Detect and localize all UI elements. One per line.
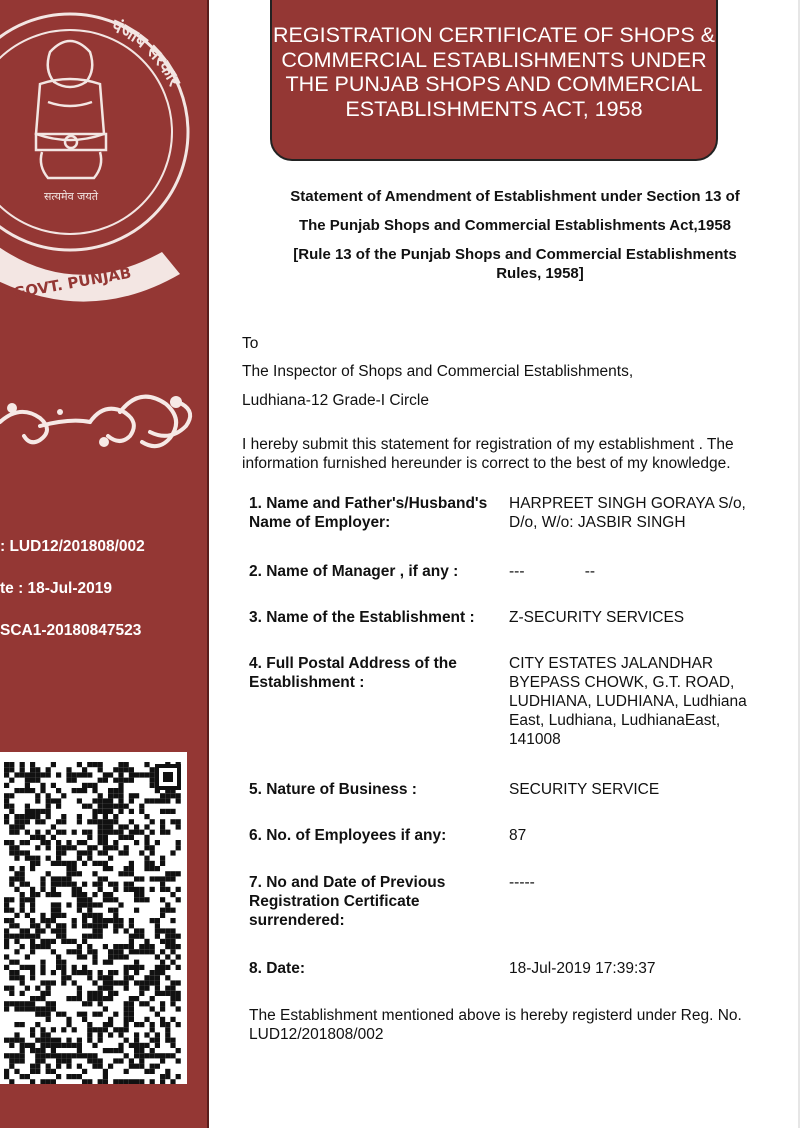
footer-line-2: LUD12/201808/002 [249, 1026, 384, 1043]
footer-line-1: The Establishment mentioned above is hereby registerd under Reg. No. [249, 1007, 742, 1024]
field-label-address: 4. Full Postal Address of the Establishment : [249, 655, 457, 691]
intro-line-2: information furnished hereunder is correct to the best of my knowledge. [242, 455, 731, 472]
field-label-manager: 2. Name of Manager , if any : [249, 563, 459, 580]
field-value-employer: HARPREET SINGH GORAYA S/o, D/o, W/o: JASBIR SINGH [509, 495, 746, 531]
sidebar-ref-no: SCA1-20180847523 [0, 622, 142, 639]
field-value-employees: 87 [509, 827, 527, 844]
emblem-ring-text: पंजाब सरकार [108, 15, 185, 90]
subheading-line-4: Rules, 1958] [496, 265, 584, 282]
field-value-establishment: Z-SECURITY SERVICES [509, 609, 685, 626]
subheading-line-1: Statement of Amendment of Establishment under Section 13 of [290, 188, 740, 205]
field-label-previous-cert: 7. No and Date of Previous Registration Certificate surrendered: [249, 874, 446, 929]
field-label-date: 8. Date: [249, 960, 305, 977]
subheading-line-3: [Rule 13 of the Punjab Shops and Commercial Establishments [293, 246, 737, 263]
sidebar-reg-no: : LUD12/201808/002 [0, 538, 145, 555]
flourish-ornament-icon [0, 382, 200, 462]
qr-code-graphic [0, 752, 187, 1084]
left-sidebar [0, 0, 207, 1128]
emblem-ribbon-text: GOVT. PUNJAB [11, 263, 133, 303]
intro-line-1: I hereby submit this statement for registration of my establishment . The [242, 436, 734, 453]
sidebar-divider [207, 0, 209, 1128]
state-emblem-icon [0, 0, 207, 322]
title-line-1: REGISTRATION CERTIFICATE OF SHOPS & [273, 23, 715, 47]
field-label-business: 5. Nature of Business : [249, 781, 417, 798]
title-line-3: THE PUNJAB SHOPS AND COMMERCIAL [285, 72, 703, 96]
field-label-establishment: 3. Name of the Establishment : [249, 609, 475, 626]
sidebar-date: te : 18-Jul-2019 [0, 580, 112, 597]
emblem-motto: सत्यमेव जयते [43, 190, 99, 203]
address-to: To [242, 335, 259, 352]
address-circle: Ludhiana-12 Grade-I Circle [242, 392, 429, 409]
field-value-date: 18-Jul-2019 17:39:37 [509, 960, 656, 977]
field-label-employees: 6. No. of Employees if any: [249, 827, 447, 844]
title-line-2: COMMERCIAL ESTABLISHMENTS UNDER [281, 47, 707, 72]
field-value-manager: --- -- [509, 563, 596, 580]
field-value-previous-cert: ----- [509, 874, 535, 891]
title-line-4: ESTABLISHMENTS ACT, 1958 [345, 96, 643, 121]
svg-text:पंजाब सरकार [108, 15, 185, 90]
certificate-title-banner [270, 0, 718, 161]
subheading-line-2: The Punjab Shops and Commercial Establishments Act,1958 [298, 217, 732, 234]
field-value-address: CITY ESTATES JALANDHAR BYEPASS CHOWK, G.T. ROAD, LUDHIANA, LUDHIANA, Ludhiana East, Ludhiana, LudhianaEast, 141008 [509, 655, 747, 748]
qr-code-icon [0, 752, 187, 1084]
address-inspector: The Inspector of Shops and Commercial Establishments, [242, 363, 634, 380]
field-label-employer: 1. Name and Father's/Husband's Name of Employer: [249, 495, 488, 531]
emblem-graphic [0, 0, 207, 322]
field-value-business: SECURITY SERVICE [509, 781, 660, 798]
